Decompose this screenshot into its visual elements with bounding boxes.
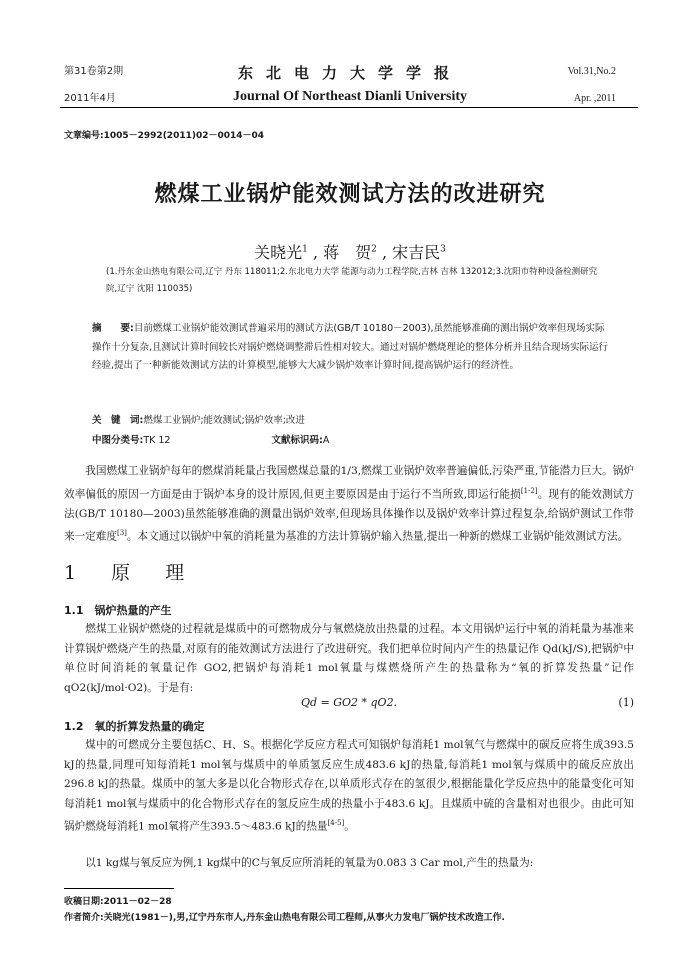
classification [92,432,612,446]
author-2: 蒋 贺 [323,243,372,262]
author-2-affil: 2 [371,244,377,255]
clc-label: 中图分类号: [92,435,144,446]
author-3: 宋吉民 [392,243,441,262]
abstract-text: 目前燃煤工业锅炉能效测试普遍采用的测试方法(GB/T 10180－2003),虽然能够准确的测出锅炉效率但现场实际操作十分复杂,且测试计算时间较长对锅炉燃烧调整滞后性相对较大。通过对锅炉燃烧理论的整体分析并且结合现场实际运行经验,提出了一种新能效测试方法的计算模型,能够大大减少锅炉效率计算时间,提高锅炉运行的经济性。 [92,323,609,371]
subsection-1-1-title: 1.1 锅炉热量的产生 [64,604,172,617]
keywords-label: 关 键 词: [92,415,144,426]
abstract [92,320,612,376]
author-1-affil: 1 [302,244,308,255]
author-1: 关晓光 [254,243,303,262]
author-3-affil: 3 [440,244,446,255]
date-en: Apr. ,2011 [573,93,616,104]
doc-code-value: A [322,435,330,446]
subsection-1-2-text-2: 以1 kg煤与氧反应为例,1 kg煤中的C与氧反应所消耗的氧量为0.083 3 Car mol,产生的热量为: [85,857,534,869]
citation-3: [3] [116,529,127,538]
author-bio: 作者简介:关晓光(1981－),男,辽宁丹东市人,丹东金山热电有限公司工程师,从事火力发电厂锅炉技术改造工作. [64,913,505,923]
received-date: 收稿日期:2011－02－28 [64,897,172,907]
footnote-rule [64,888,174,889]
header-right [568,64,616,118]
citation-1-2: [1-2] [520,486,538,495]
keywords [92,412,612,426]
equation-1-body: Qd = GO2 * qO2. [300,696,398,709]
citation-4-5: [4-5] [327,819,345,827]
keywords-text: 燃煤工业锅炉;能效测试;锅炉效率;改进 [143,415,305,426]
subsection-1-2-title: 1.2 氧的折算发热量的确定 [64,720,205,733]
equation-1-number: (1) [618,696,634,709]
journal-name-cn: 东北电力大学学报 [237,64,462,82]
affiliations: (1.丹东金山热电有限公司,辽宁 丹东 118011;2.东北电力大学 能源与动力工程学院,吉林 吉林 132012;3.沈阳市特种设备检测研究院,辽宁 沈阳 110035) [106,267,598,294]
abstract-label: 摘 要: [92,323,134,334]
date-cn: 2011年4月 [64,93,116,104]
header-rule [60,107,638,108]
subsection-1-2-text: 煤中的可燃成分主要包括C、H、S。根据化学反应方程式可知锅炉每消耗1 mol氧气与燃煤中的碳反应将生成393.5 kJ的热量,同理可知每消耗1 mol氧与煤质中的单质氢反应生成483.6 kJ的热量,每消耗1 mol氧与煤质中的硫反应放出296.8 kJ的热量。煤质中的氢大多是以化合物形式存在,以单质形式存在的氢很少,根据能量化学反应热中的能量变化可知每消耗1 mol氧与煤质中的化合物形式存在的氢反应生成的热量小于483.6 kJ。且煤质中硫的含量相对也很少。由此可知锅炉燃烧每消耗1 mol氧将产生393.5～483.6 kJ的热量[4-5]。 [64,739,634,833]
intro-paragraph: 我国燃煤工业锅炉每年的燃煤消耗量占我国燃煤总量的1/3,燃煤工业锅炉效率普遍偏低,污染严重,节能潜力巨大。锅炉效率偏低的原因一方面是由于锅炉本身的设计原因,但更主要原因是由于运行不当所致,即运行能损[1-2]。现有的能效测试方法(GB/T 10180—2003)虽然能够准确的测量出锅炉效率,但现场具体操作以及锅炉效率计算过程复杂,给锅炉测试工作带来一定难度[3]。本文通过以锅炉中氧的消耗量为基准的方法计算锅炉输入热量,提出一种新的燃煤工业锅炉能效测试方法。 [64,465,634,543]
subsection-1-1-text: 燃煤工业锅炉燃烧的过程就是煤质中的可燃物成分与氧燃烧放出热量的过程。本文用锅炉运行中氧的消耗量为基准来计算锅炉燃烧产生的热量,对原有的能效测试方法进行了改进研究。我们把单位时间内产生的热量记作 Qd(kJ/S),把锅炉中单位时间消耗的氧量记作 GO2,把锅炉每消耗1 mol氧量与煤燃烧所产生的热量称为“氧的折算发热量”记作 qO2(kJ/mol·O2)。于是有: [64,623,634,694]
paper-title: 燃煤工业锅炉能效测试方法的改进研究 [154,182,546,207]
volume-cn: 第31卷第2期 [64,66,124,77]
clc-value: TK 12 [143,435,171,446]
volume-en: Vol.31,No.2 [567,66,616,77]
author-list: 关晓光$^1$ , 蒋 贺$^2$ , 宋吉民$^3$ [254,243,446,262]
article-number: 文章编号:1005－2992(2011)02－0014－04 [64,131,265,141]
doc-code-label: 文献标识码: [271,435,323,446]
journal-name-en: Journal Of Northeast Dianli University [232,89,468,104]
section-1-title: 1 原 理 [64,562,193,584]
